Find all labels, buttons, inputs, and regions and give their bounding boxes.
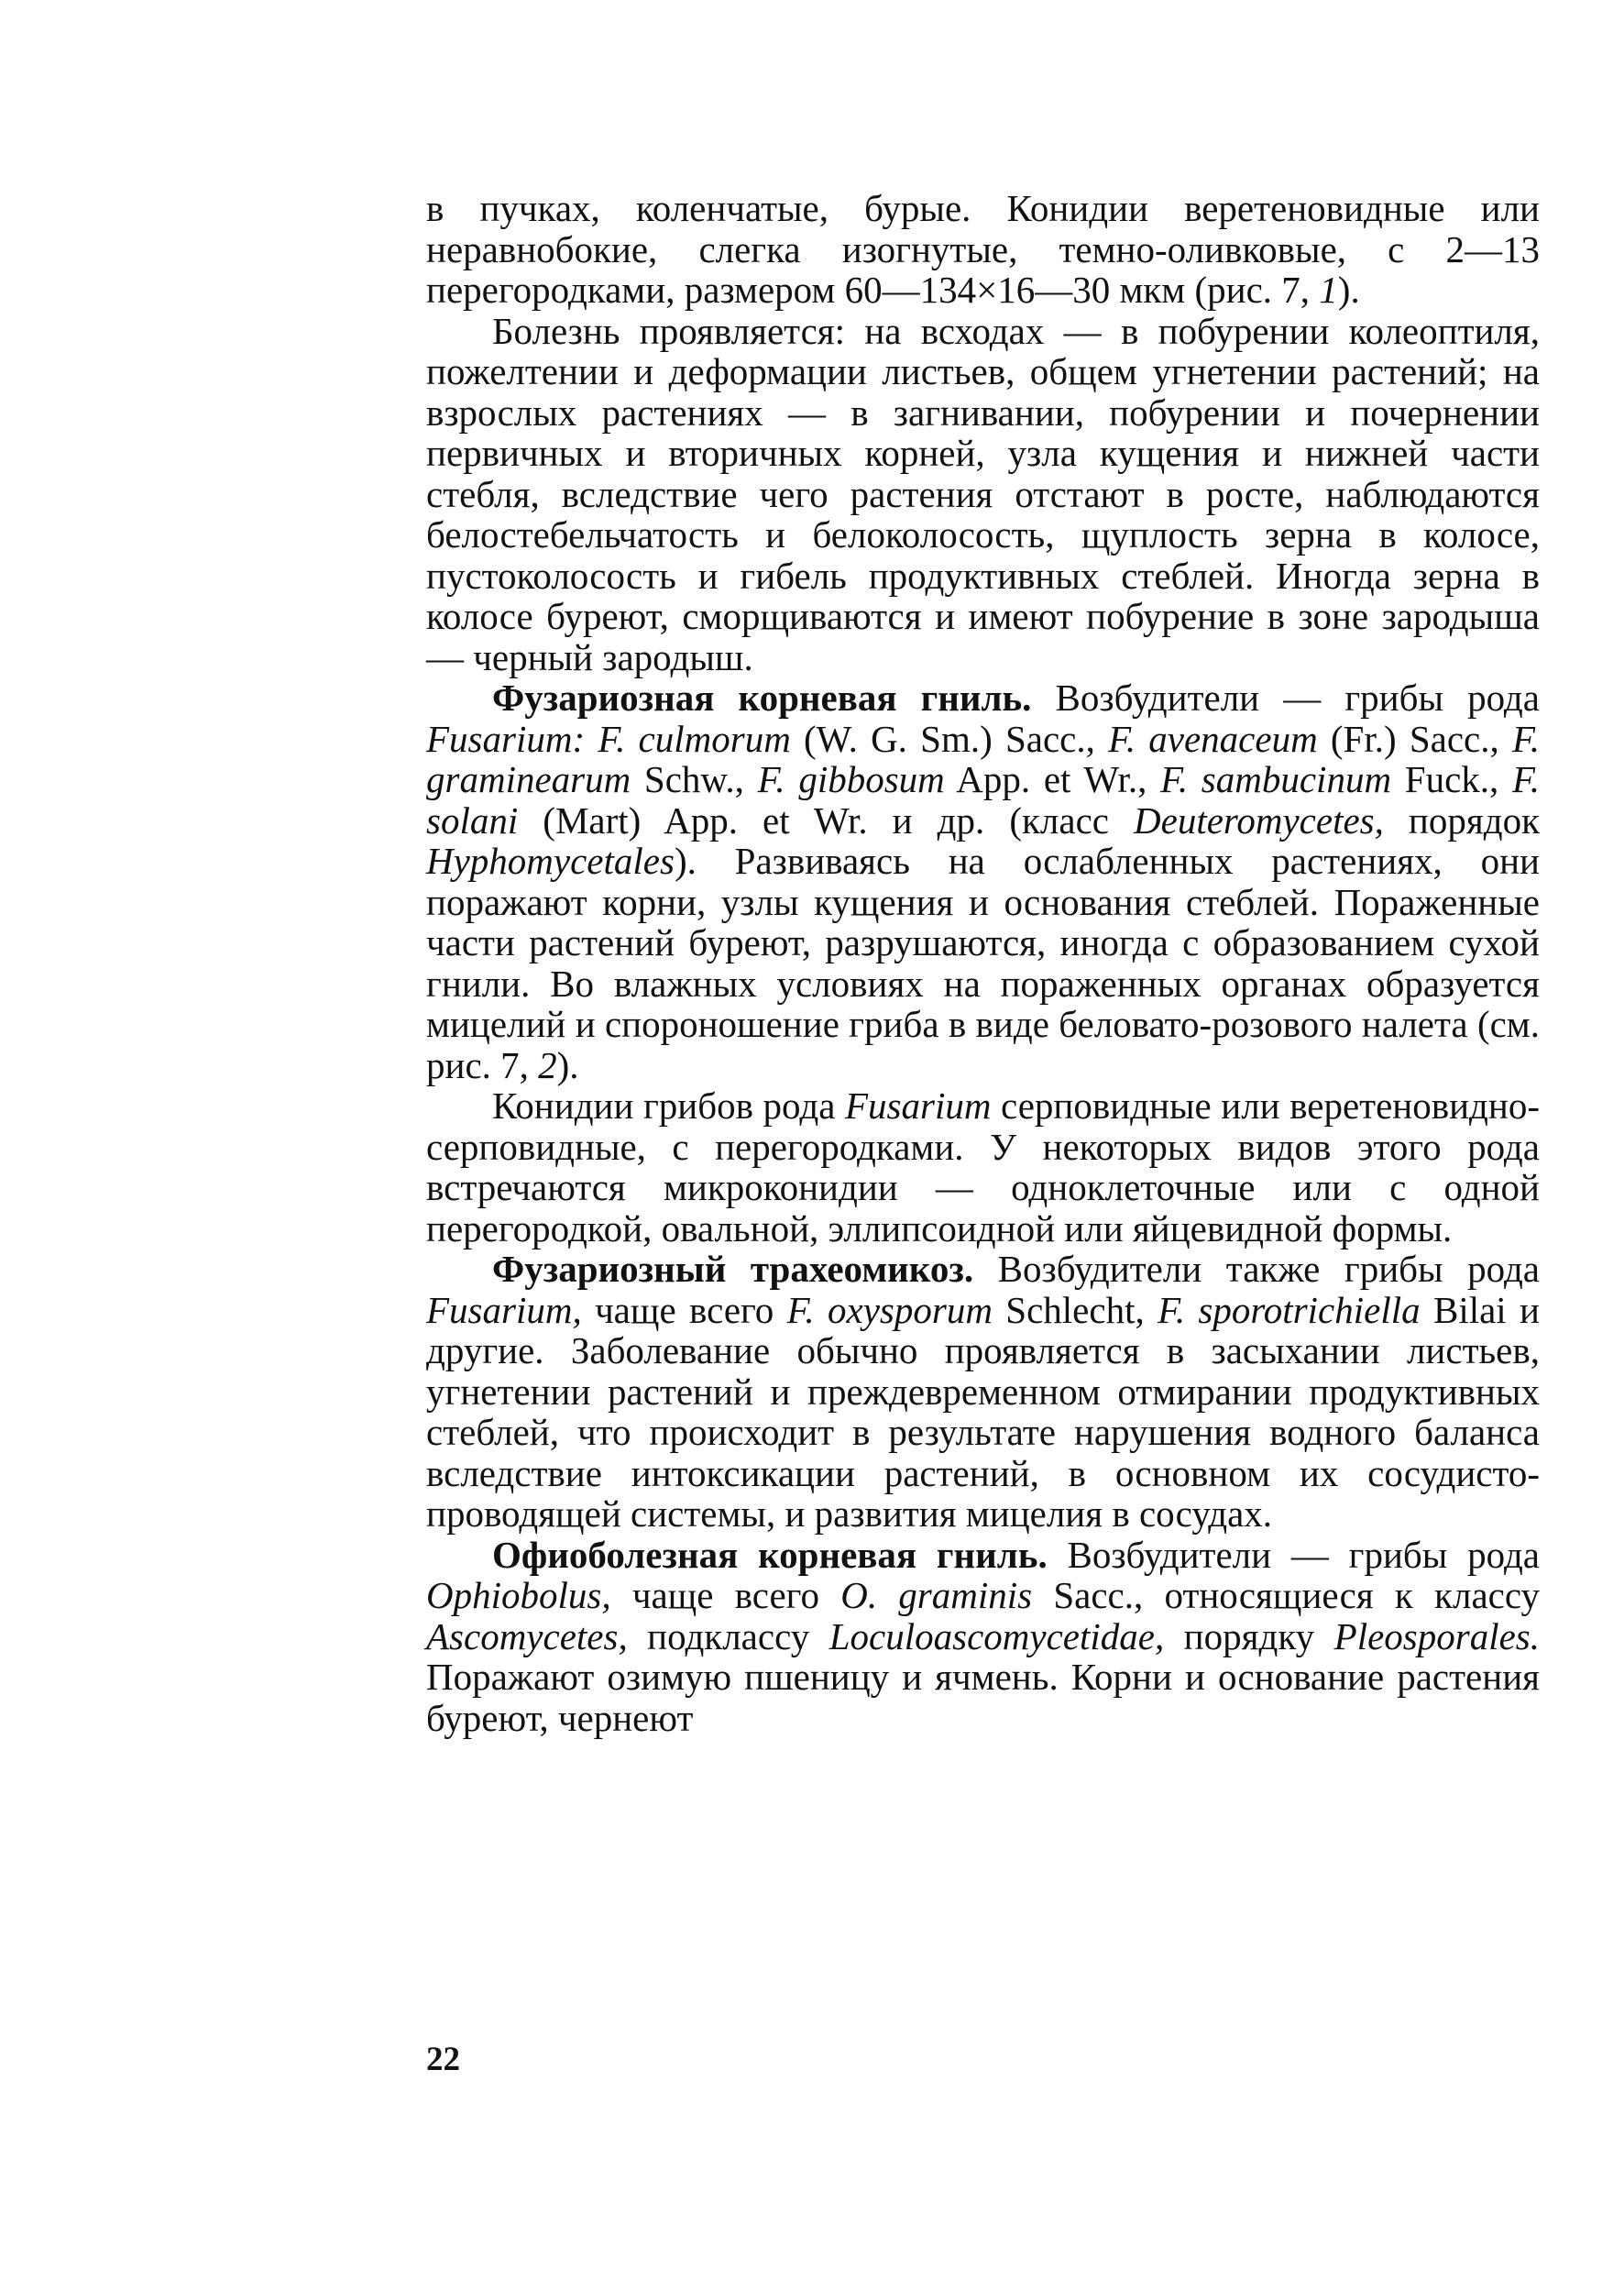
text-run: Возбудители — грибы рода	[1031, 677, 1540, 719]
text-run: в пучках, коленчатые, бурые. Конидии веретеновидные или неравнобокие, слегка изогнутые, темно-оливковые, с 2—13 перегородками, размером 60—134×16—30 мкм (рис. 7,	[426, 187, 1540, 311]
taxon-name: Loculoascomycetidae,	[828, 1614, 1165, 1657]
paragraph-fusarium-tracheomycosis	[426, 1249, 1540, 1535]
text-run: (Mart) App. et Wr. и др. (класс	[518, 798, 1135, 842]
taxon-name: Fusarium	[844, 1084, 992, 1127]
text-run: ).	[556, 1043, 579, 1086]
section-heading-tracheomycosis: Фузариозный трахеомикоз.	[492, 1248, 974, 1290]
text-run: ). Развиваясь на ослабленных растениях, они поражают корни, узлы кущения и основания стеблей. Пораженные части растений буреют, разрушаются, иногда с образованием сухой гнили. Во влажных условиях на пораженных органах образуется мицелий и спороношение гриба в виде беловато-розового налета (см. рис. 7,	[426, 840, 1540, 1086]
section-heading-ophiobolus-root-rot: Офиоболезная корневая гниль.	[492, 1533, 1048, 1576]
text-run: ).	[1337, 269, 1360, 311]
text-run: порядку	[1164, 1614, 1334, 1657]
species-name: F. sambucinum	[1160, 758, 1392, 800]
species-name: F. oxysporum	[786, 1288, 993, 1331]
text-run: чаще всего	[610, 1574, 841, 1616]
text-run: Конидии грибов рода	[492, 1084, 845, 1127]
text-run: подклассу	[627, 1614, 829, 1657]
text-run: Schlecht,	[992, 1288, 1158, 1331]
figure-ref-italic: 2	[538, 1043, 557, 1086]
species-name: F. gibbosum	[757, 758, 945, 800]
paragraph-disease-symptoms	[426, 311, 1540, 678]
text-run: (Fr.) Sacc.,	[1317, 717, 1512, 760]
taxon-name: Deuteromycetes,	[1134, 798, 1384, 842]
text-run: Болезнь проявляется: на всходах — в побурении колеоптиля, пожелтении и деформации листьев, общем угнетении растений; на взрослых растениях — в загнивании, побурении и почернении первичных и вторичных корней, узла кущения и нижней части стебля, вследствие чего растения отстают в росте, наблюдаются белостебельчатость и белоколосость, щуплость зерна в колосе, пустоколосость и гибель продуктивных стеблей. Иногда зерна в колосе буреют, сморщиваются и имеют побурение в зоне зародыша — черный зародыш.	[426, 309, 1540, 678]
species-name: F. graminearum	[426, 717, 1540, 800]
text-run: порядок	[1383, 798, 1540, 842]
text-run: Schw.,	[631, 758, 758, 800]
text-run: Возбудители также грибы рода	[973, 1248, 1540, 1290]
taxon-name: Pleosporales.	[1333, 1614, 1540, 1657]
paragraph-fusarium-root-rot	[426, 677, 1540, 1085]
taxon-name: Fusarium,	[426, 1288, 582, 1331]
taxon-name: Ophiobolus,	[426, 1574, 611, 1616]
text-run: (W. G. Sm.) Sacc.,	[790, 717, 1109, 760]
species-name: O. graminis	[840, 1574, 1033, 1616]
text-run: Fuck.,	[1391, 758, 1512, 800]
text-run: Поражают озимую пшеницу и ячмень. Корни и основание растения буреют, чернеют	[426, 1656, 1540, 1739]
text-run: серповидные или веретеновидно-серповидные, с перегородками. У некоторых видов этого рода встречаются микроконидии — одноклеточные или с одной перегородкой, овальной, эллипсоидной или яйцевидной формы.	[426, 1084, 1540, 1250]
paragraph-conidia-description	[426, 188, 1540, 311]
text-run: App. et Wr.,	[944, 758, 1161, 800]
section-heading-fusarium-root-rot: Фузариозная корневая гниль.	[492, 677, 1032, 719]
text-run: Bilai и другие. Заболевание обычно проявляется в засыхании листьев, угнетении растений и преждевременном отмирании продуктивных стеблей, что происходит в результате нарушения водного баланса вследствие интоксикации растений, в основном их сосудисто-проводящей системы, и развития мицелия в сосудах.	[426, 1288, 1540, 1535]
text-run: Sacc., относящиеся к классу	[1032, 1574, 1540, 1616]
page-number: 22	[426, 2041, 460, 2078]
species-name: F. avenaceum	[1108, 717, 1318, 760]
species-name: F. sporotrichiella	[1158, 1288, 1421, 1331]
paragraph-fusarium-conidia	[426, 1085, 1540, 1249]
taxon-name: Hyphomycetales	[426, 840, 675, 882]
figure-ref-italic: 1	[1319, 269, 1338, 311]
text-run: Возбудители — грибы рода	[1047, 1533, 1540, 1576]
body-text	[426, 188, 1540, 1738]
species-name: F. solani	[426, 758, 1541, 842]
text-run: чаще всего	[581, 1288, 787, 1331]
paragraph-ophiobolus-root-rot	[426, 1535, 1540, 1739]
taxon-name: Ascomycetes,	[426, 1614, 628, 1657]
species-name: Fusarium: F. culmorum	[426, 717, 791, 760]
